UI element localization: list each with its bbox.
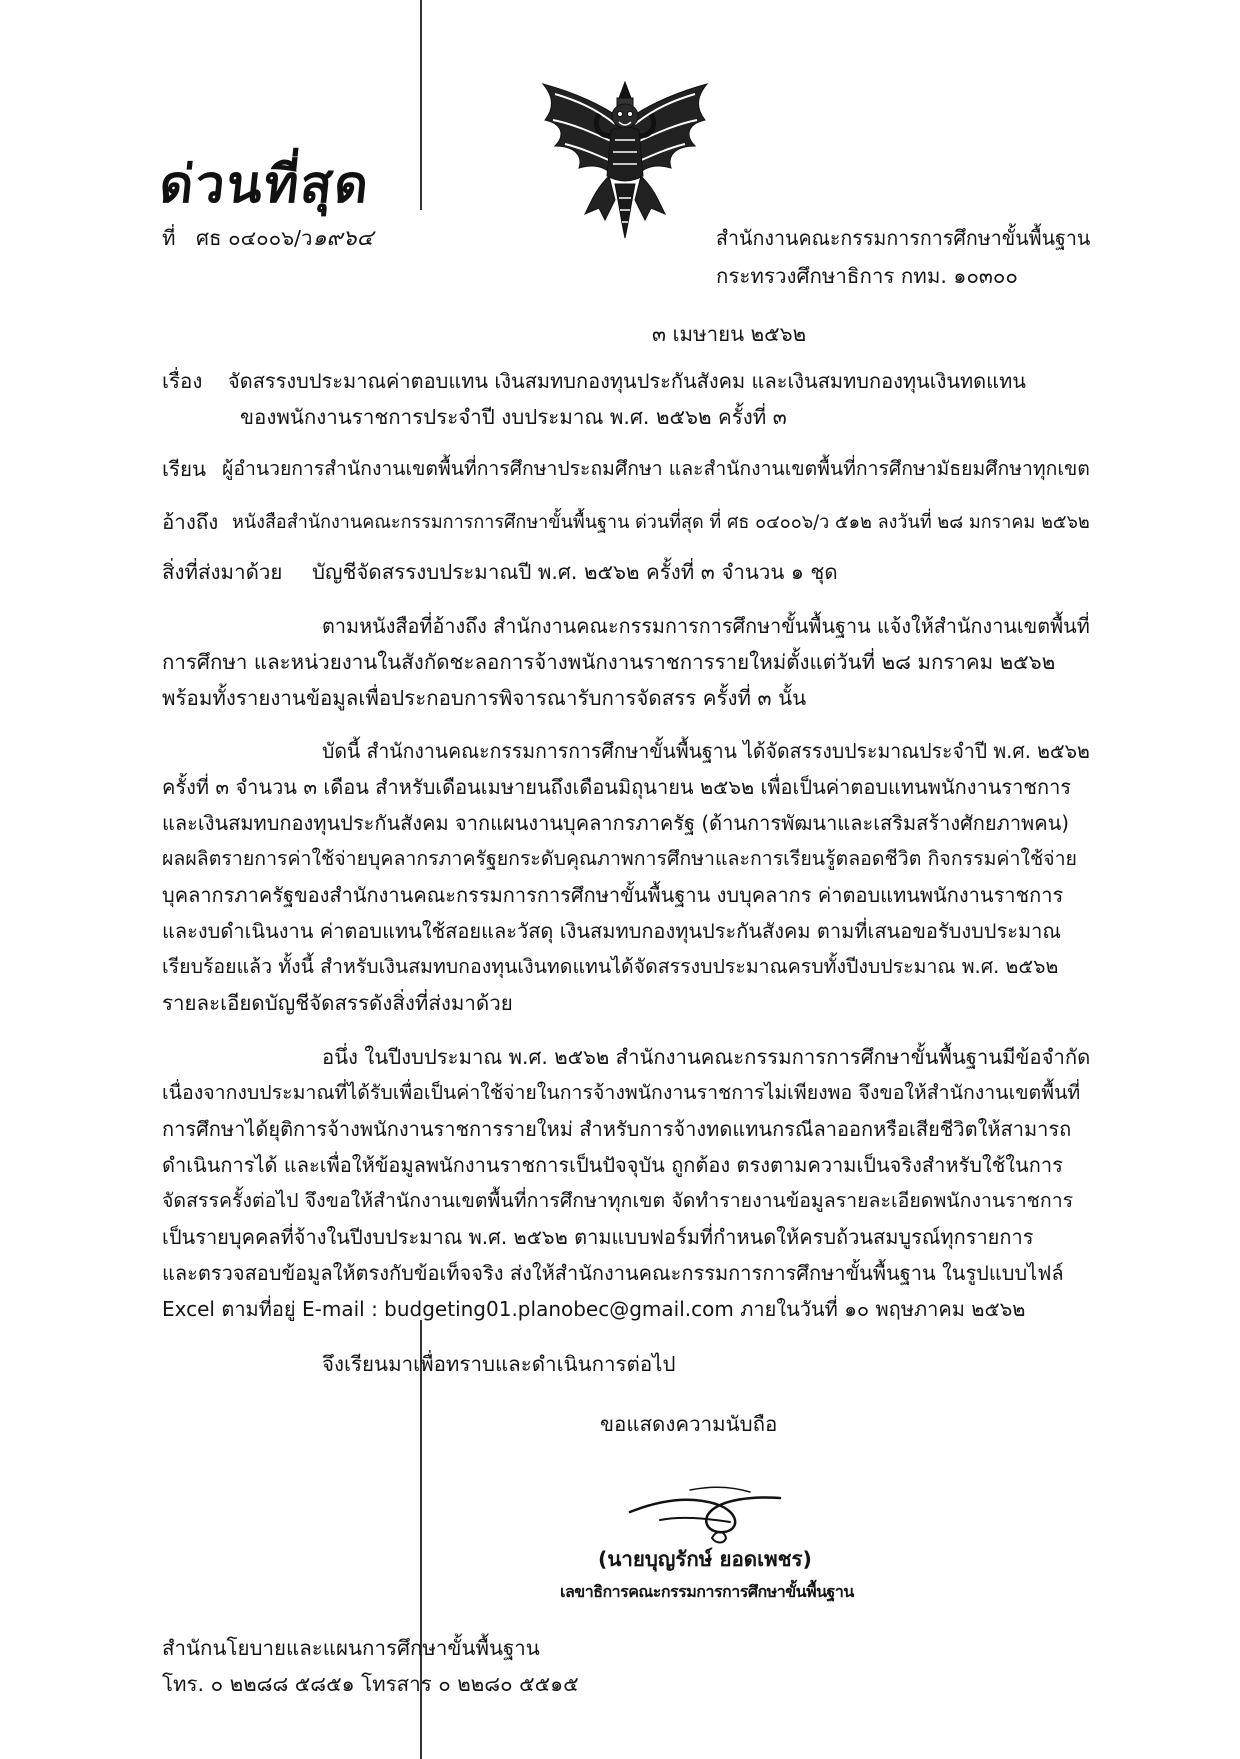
para3-line-3: การศึกษาได้ยุติการจ้างพนักงานราชการรายใหม่ สำหรับการจ้างทดแทนกรณีลาออกหรือเสียชีวิตให้สามารถ — [162, 1117, 1072, 1141]
reference-label: อ้างถึง — [162, 510, 219, 534]
urgent-stamp: ด่วนที่สุด — [156, 154, 374, 215]
signatory-position: เลขาธิการคณะกรรมการการศึกษาขั้นพื้นฐาน — [560, 1582, 854, 1601]
scan-artifact-line-top — [420, 0, 422, 210]
regards: ขอแสดงความนับถือ — [600, 1412, 778, 1436]
para3-line-2: เนื่องจากงบประมาณที่ได้รับเพื่อเป็นค่าใช้จ่ายในการจ้างพนักงานราชการไม่เพียงพอ จึงขอให้สำนักงานเขตพื้นที่ — [162, 1081, 1081, 1104]
garuda-emblem-icon — [535, 80, 715, 240]
para1-line-3: พร้อมทั้งรายงานข้อมูลเพื่อประกอบการพิจารณารับการจัดสรร ครั้งที่ ๓ นั้น — [162, 686, 807, 710]
para3-line-8: Excel ตามที่อยู่ E-mail : budgeting01.planobec@gmail.com ภายในวันที่ ๑๐ พฤษภาคม ๒๕๖๒ — [162, 1297, 1026, 1321]
para2-line-3: และเงินสมทบกองทุนประกันสังคม จากแผนงานบุคลากรภาครัฐ (ด้านการพัฒนาและเสริมสร้างศักยภาพคน) — [162, 811, 1070, 835]
para2-line-1: บัดนี้ สำนักงานคณะกรรมการการศึกษาขั้นพื้นฐาน ได้จัดสรรงบประมาณประจำปี พ.ศ. ๒๕๖๒ — [322, 739, 1090, 763]
enclosure-text: บัญชีจัดสรรงบประมาณปี พ.ศ. ๒๕๖๒ ครั้งที่ ๓ จำนวน ๑ ชุด — [312, 560, 838, 584]
para2-line-2: ครั้งที่ ๓ จำนวน ๓ เดือน สำหรับเดือนเมษายนถึงเดือนมิถุนายน ๒๕๖๒ เพื่อเป็นค่าตอบแทนพนักงานราชการ — [162, 775, 1072, 799]
footer-office: สำนักนโยบายและแผนการศึกษาขั้นพื้นฐาน — [162, 1636, 540, 1660]
closing-line: จึงเรียนมาเพื่อทราบและดำเนินการต่อไป — [322, 1352, 676, 1376]
to-text: ผู้อำนวยการสำนักงานเขตพื้นที่การศึกษาประถมศึกษา และสำนักงานเขตพื้นที่การศึกษามัธยมศึกษาทุกเขต — [222, 457, 1090, 480]
para3-line-7: และตรวจสอบข้อมูลให้ตรงกับข้อเท็จจริง ส่งให้สำนักงานคณะกรรมการการศึกษาขั้นพื้นฐาน ในรูปแบบไฟล์ — [162, 1261, 1064, 1285]
para1-line-2: การศึกษา และหน่วยงานในสังกัดชะลอการจ้างพนักงานราชการรายใหม่ตั้งแต่วันที่ ๒๘ มกราคม ๒๕๖๒ — [162, 650, 1056, 674]
subject-label: เรื่อง — [162, 369, 203, 393]
para2-line-4: ผลผลิตรายการค่าใช้จ่ายบุคลากรภาครัฐยกระดับคุณภาพการศึกษาและการเรียนรู้ตลอดชีวิต กิจกรรมค่าใช้จ่าย — [162, 847, 1077, 870]
doc-number-value: ศธ ๐๔๐๐๖/ว — [196, 226, 313, 250]
doc-number-label: ที่ — [162, 226, 176, 250]
doc-number-handwritten: ๑๙๖๔ — [312, 226, 374, 251]
letter-date: ๓ เมษายน ๒๕๖๒ — [652, 322, 807, 346]
handwritten-signature-icon — [620, 1460, 820, 1550]
to-label: เรียน — [162, 457, 207, 481]
para2-line-7: เรียบร้อยแล้ว ทั้งนี้ สำหรับเงินสมทบกองทุนเงินทดแทนได้จัดสรรงบประมาณครบทั้งปีงบประมาณ พ.ศ. ๒๕๖๒ — [162, 955, 1059, 978]
footer-phone: โทร. ๐ ๒๒๘๘ ๕๘๕๑ โทรสาร ๐ ๒๒๘๐ ๕๕๑๕ — [162, 1672, 579, 1696]
para2-line-5: บุคลากรภาครัฐของสำนักงานคณะกรรมการการศึกษาขั้นพื้นฐาน งบบุคลากร ค่าตอบแทนพนักงานราชการ — [162, 883, 1064, 907]
para1-line-1: ตามหนังสือที่อ้างถึง สำนักงานคณะกรรมการการศึกษาขั้นพื้นฐาน แจ้งให้สำนักงานเขตพื้นที่ — [322, 614, 1090, 638]
para3-line-1: อนึ่ง ในปีงบประมาณ พ.ศ. ๒๕๖๒ สำนักงานคณะกรรมการการศึกษาขั้นพื้นฐานมีข้อจำกัด — [322, 1045, 1091, 1069]
signatory-name: (นายบุญรักษ์ ยอดเพชร) — [598, 1547, 812, 1571]
reference-text: หนังสือสำนักงานคณะกรรมการการศึกษาขั้นพื้นฐาน ด่วนที่สุด ที่ ศธ ๐๔๐๐๖/ว ๕๑๒ ลงวันที่ ๒๘ มกราคม ๒๕๖๒ — [232, 511, 1090, 533]
para2-line-8: รายละเอียดบัญชีจัดสรรดังสิ่งที่ส่งมาด้วย — [162, 991, 513, 1015]
subject-line-1: จัดสรรงบประมาณค่าตอบแทน เงินสมทบกองทุนประกันสังคม และเงินสมทบกองทุนเงินทดแทน — [228, 369, 1026, 393]
office-line-1: สำนักงานคณะกรรมการการศึกษาขั้นพื้นฐาน — [716, 226, 1091, 250]
para3-line-6: เป็นรายบุคคลที่จ้างในปีงบประมาณ พ.ศ. ๒๕๖๒ ตามแบบฟอร์มที่กำหนดให้ครบถ้วนสมบูรณ์ทุกรายการ — [162, 1225, 1034, 1249]
para3-line-5: จัดสรรครั้งต่อไป จึงขอให้สำนักงานเขตพื้นที่การศึกษาทุกเขต จัดทำรายงานข้อมูลรายละเอียดพนักงานราชการ — [162, 1189, 1074, 1212]
subject-line-2: ของพนักงานราชการประจำปี งบประมาณ พ.ศ. ๒๕๖๒ ครั้งที่ ๓ — [240, 405, 787, 429]
doc-number — [162, 224, 373, 253]
para2-line-6: และงบดำเนินงาน ค่าตอบแทนใช้สอยและวัสดุ เงินสมทบกองทุนประกันสังคม ตามที่เสนอขอรับงบประมาณ — [162, 919, 1061, 943]
para3-line-4: ดำเนินการได้ และเพื่อให้ข้อมูลพนักงานราชการเป็นปัจจุบัน ถูกต้อง ตรงตามความเป็นจริงสำหรับใช้ในการ — [162, 1153, 1063, 1177]
office-line-2: กระทรวงศึกษาธิการ กทม. ๑๐๓๐๐ — [716, 264, 1018, 288]
enclosure-label: สิ่งที่ส่งมาด้วย — [162, 560, 283, 584]
